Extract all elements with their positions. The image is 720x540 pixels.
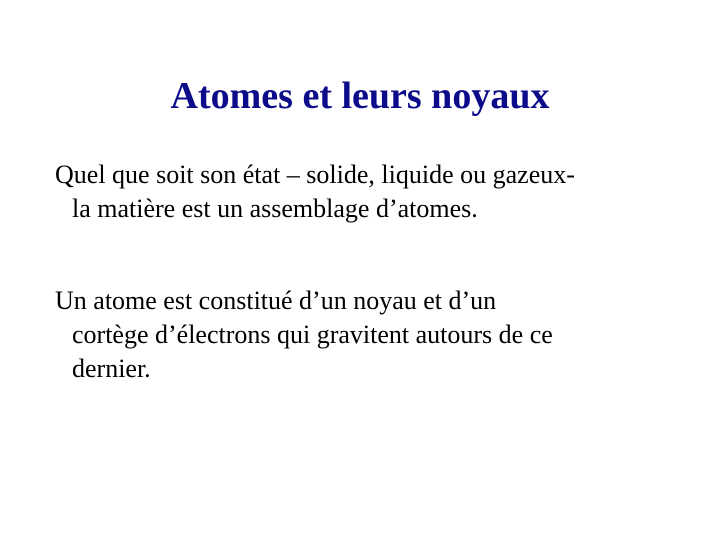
paragraph-1-line-2: la matière est un assemblage d’atomes. [72, 194, 478, 223]
paragraph-2 [55, 284, 695, 386]
paragraph-1 [55, 158, 695, 226]
paragraph-2-line-3: dernier. [72, 354, 151, 383]
slide-title: Atomes et leurs noyaux [170, 75, 550, 117]
paragraph-1-line-1: Quel que soit son état – solide, liquide ou gazeux- [55, 160, 575, 189]
paragraph-2-line-1: Un atome est constitué d’un noyau et d’un [55, 286, 497, 315]
slide-body [55, 158, 695, 386]
paragraph-2-line-2: cortège d’électrons qui gravitent autours de ce [72, 320, 553, 349]
